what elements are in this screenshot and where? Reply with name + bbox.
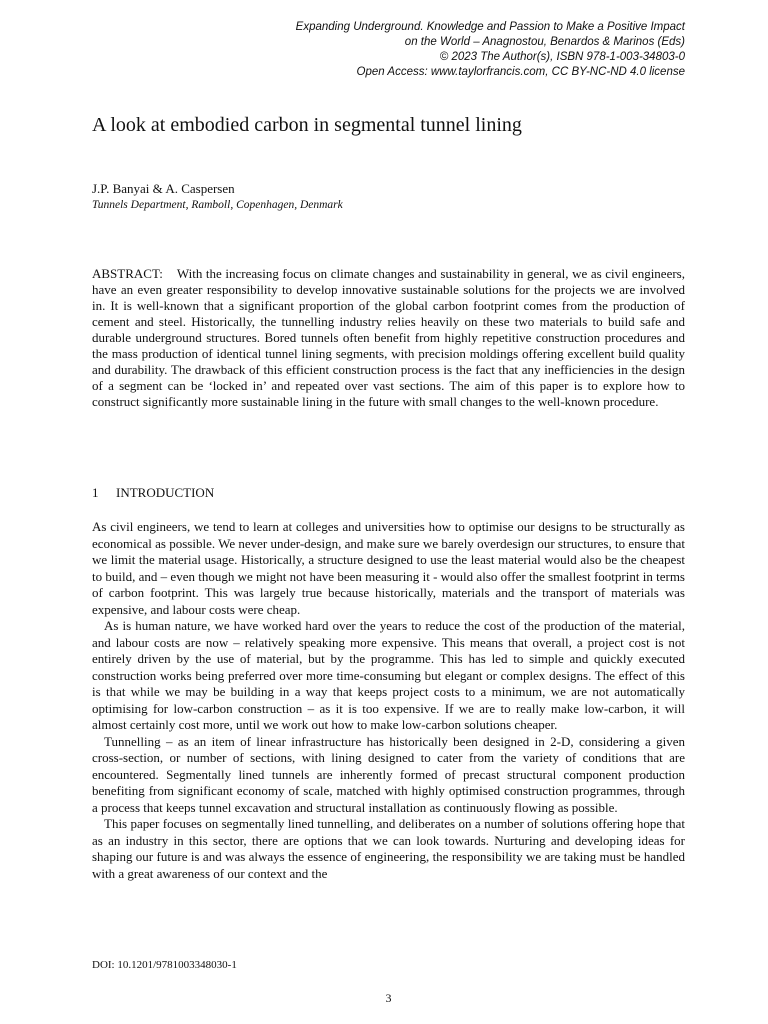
section-heading: [92, 485, 214, 501]
paper-title: A look at embodied carbon in segmental tunnel lining: [92, 114, 522, 136]
section-body: [92, 519, 685, 882]
author-list: J.P. Banyai & A. Caspersen: [92, 181, 235, 196]
paper-page: [92, 20, 685, 1004]
body-paragraph: As is human nature, we have worked hard over the years to reduce the cost of the production of the material, and labour costs are now – relatively speaking more expensive. This means that overall, a project cost is not entirely driven by the use of material, but by the programme. This has led to simple and quickly executed construction works being preferred over more time-consuming but elegant or complex designs. The effect of this is that while we may be building in a way that keeps project costs to a minimum, we are not automatically optimising for low-carbon construction – as it is too expensive. If we are to really make low-carbon, it will almost certainly cost more, until we work out how to make low-carbon solutions cheaper.: [92, 618, 685, 732]
page-number: 3: [385, 991, 392, 1005]
header-line: Expanding Underground. Knowledge and Passion to Make a Positive Impact: [295, 21, 685, 33]
author-affiliation: Tunnels Department, Ramboll, Copenhagen, Denmark: [92, 199, 343, 211]
section-number: 1: [92, 485, 99, 500]
abstract: [92, 266, 685, 410]
section-title: INTRODUCTION: [116, 485, 215, 500]
body-paragraph: Tunnelling – as an item of linear infrastructure has historically been designed in 2-D, considering a given cross-section, or number of sections, with lining designed to cater from the variety of conditions that are encountered. Segmentally lined tunnels are inherently formed of precast structural component production benefiting from significant economy of scale, matched with highly optimised construction programmes, through a process that keeps tunnel excavation and structural installation as continuously flowing as possible.: [92, 733, 685, 815]
abstract-text: With the increasing focus on climate changes and sustainability in general, we as civil engineers, have an even greater responsibility to develop innovative sustainable solutions for the projects we are involved in. It is well-known that a significant proportion of the global carbon footprint comes from the production of cement and steel. Historically, the tunnelling industry relies heavily on these two materials to build safe and durable underground structures. Bored tunnels often benefit from highly repetitive construction procedures and the mass production of identical tunnel lining segments, with precision moldings offering excellent build quality and durability. The drawback of this efficient construction process is the fact that any inefficiencies in the design of a segment can be ‘locked in’ and repeated over vast sections. The aim of this paper is to explore how to construct significantly more sustainable lining in the future with small changes to the well-known procedure.: [92, 266, 685, 409]
body-paragraph: As civil engineers, we tend to learn at colleges and universities how to optimise our designs to be structurally as economical as possible. We never under-design, and make sure we barely overdesign our structures, to ensure that we limit the material usage. Historically, a structure designed to use the least material would also be the cheapest to build, and – even though we might not have been measuring it - would also offer the smallest footprint in terms of carbon footprint. This was largely true because historically, materials and the transport of materials was expensive, and labour costs were cheap.: [92, 519, 686, 617]
header-line: on the World – Anagnostou, Benardos & Marinos (Eds): [404, 36, 685, 48]
publication-header: [185, 20, 685, 80]
body-paragraph: This paper focuses on segmentally lined tunnelling, and deliberates on a number of solutions offering hope that as an industry in this sector, there are options that we can look towards. Nurturing and developing ideas for shaping our future is and was always the essence of engineering, the responsibility we are taking must be handled with a great awareness of our context and the: [92, 816, 685, 881]
header-line: © 2023 The Author(s), ISBN 978-1-003-34803-0: [439, 51, 685, 63]
header-line: Open Access: www.taylorfrancis.com, CC BY-NC-ND 4.0 license: [356, 66, 685, 78]
doi-footer: DOI: 10.1201/9781003348030-1: [92, 959, 237, 971]
abstract-label: ABSTRACT:: [92, 266, 163, 281]
